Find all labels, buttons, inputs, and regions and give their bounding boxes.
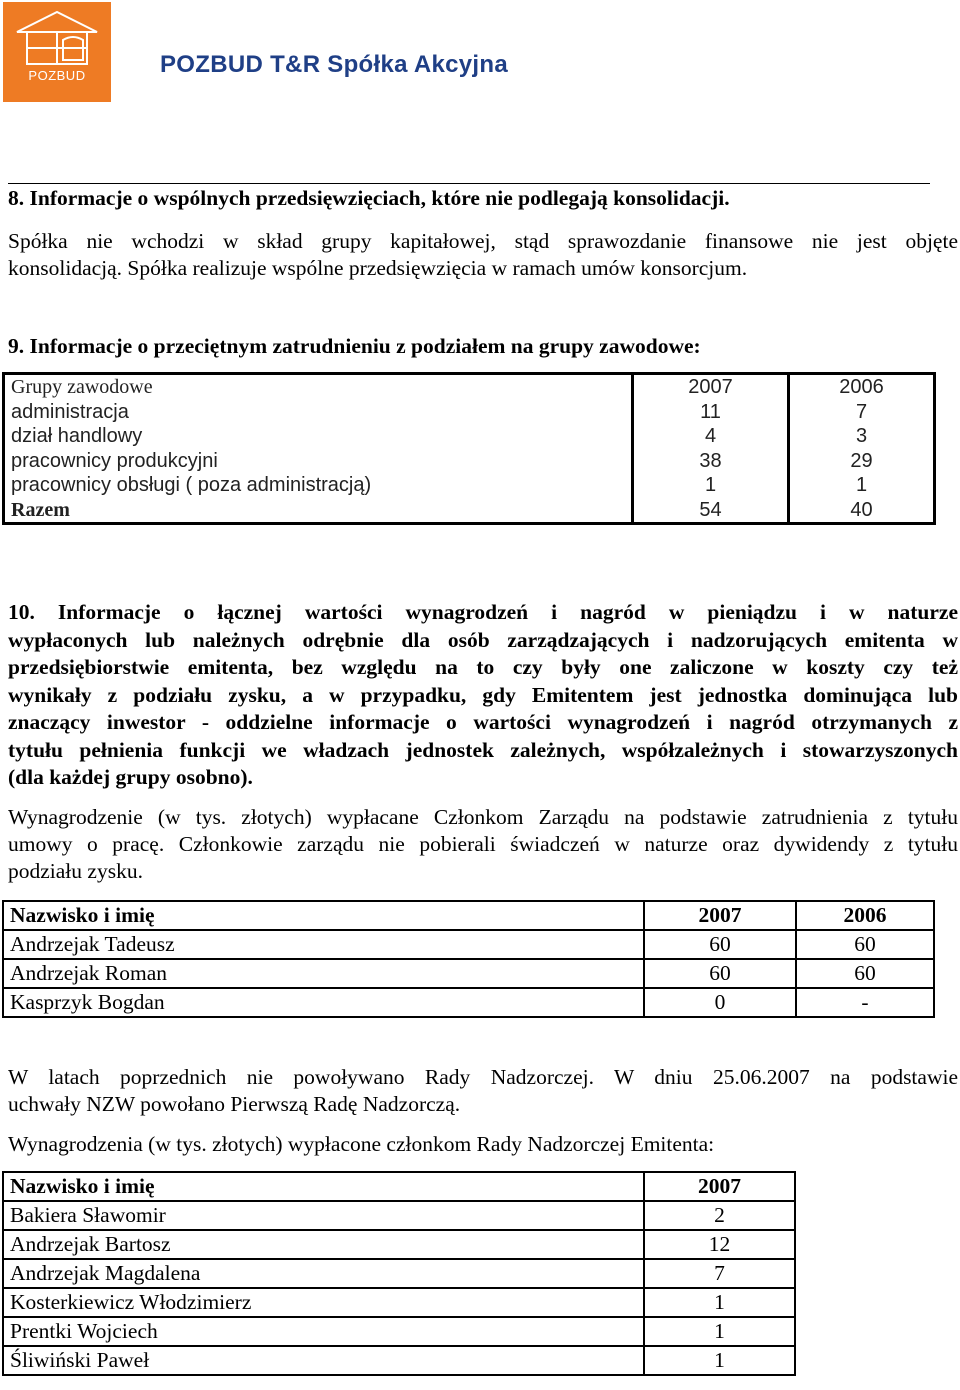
table-row (3, 959, 934, 988)
table-cell: Prentki Wojciech (3, 1317, 644, 1346)
table-header-row (3, 1172, 795, 1201)
section-10-heading (8, 599, 958, 792)
table-cell: 60 (644, 930, 796, 959)
table-cell: Razem (4, 498, 633, 524)
table-cell: pracownicy obsługi ( poza administracją) (4, 473, 633, 498)
table-header-cell: 2007 (633, 374, 789, 400)
company-logo (3, 2, 111, 102)
company-name: POZBUD T&R Spółka Akcyjna (160, 51, 509, 78)
section-10-line: wynikały z podziału zysku, a w przypadku, gdy Emitentem jest jednostka dominująca lub (8, 682, 958, 707)
table-cell: 0 (644, 988, 796, 1017)
table-row (3, 1346, 795, 1375)
table-cell: 29 (789, 449, 935, 474)
table-cell: dział handlowy (4, 424, 633, 449)
table-row (3, 1259, 795, 1288)
table-cell: Andrzejak Tadeusz (3, 930, 644, 959)
table-cell: 1 (644, 1317, 795, 1346)
board-intro-line: umowy o pracę. Członkowie zarządu nie pobierali świadczeń w naturze oraz dywidendy z tytułu (8, 832, 958, 856)
table-cell: Andrzejak Bartosz (3, 1230, 644, 1259)
supervisory-remuneration-table (2, 1171, 796, 1376)
board-intro (8, 804, 958, 885)
table-header-row (3, 901, 934, 930)
section-8-line: konsolidacją. Spółka realizuje wspólne przedsięwzięcia w ramach umów konsorcjum. (8, 256, 748, 280)
table-row (4, 449, 935, 474)
section-8-line: Spółka nie wchodzi w skład grupy kapitałowej, stąd sprawozdanie finansowe nie jest objęte (8, 229, 958, 253)
table-header-cell: 2007 (644, 901, 796, 930)
table-cell: 11 (633, 400, 789, 425)
board-remuneration-table (2, 900, 935, 1018)
section-10-line: przedsiębiorstwie emitenta, bez względu na to czy były one zaliczone w koszty czy też (8, 655, 958, 679)
table-cell: 1 (789, 473, 935, 498)
table-row (3, 1230, 795, 1259)
section-10-line: tytułu pełnienia funkcji we władzach jednostek zależnych, współzależnych i stowarzyszonych (8, 737, 958, 762)
section-8-heading: 8. Informacje o wspólnych przedsięwzięciach, które nie podlegają konsolidacji. (8, 186, 730, 210)
table-cell: 40 (789, 498, 935, 524)
table-header-cell: 2006 (789, 374, 935, 400)
table-cell: 3 (789, 424, 935, 449)
table-header-cell: Nazwisko i imię (3, 1172, 644, 1201)
logo-house-icon (3, 2, 111, 102)
table-cell: 1 (644, 1346, 795, 1375)
table-cell: 60 (644, 959, 796, 988)
section-8-text (8, 228, 958, 282)
table-header-cell: Nazwisko i imię (3, 901, 644, 930)
table-cell: Bakiera Sławomir (3, 1201, 644, 1230)
table-cell: 1 (644, 1288, 795, 1317)
table-cell: Andrzejak Roman (3, 959, 644, 988)
table-row (3, 930, 934, 959)
table-cell: 2 (644, 1201, 795, 1230)
table-cell: Kosterkiewicz Włodzimierz (3, 1288, 644, 1317)
table-cell: 7 (644, 1259, 795, 1288)
logo-text: POZBUD (28, 68, 86, 83)
table-cell: Śliwiński Paweł (3, 1346, 644, 1375)
table-cell: Kasprzyk Bogdan (3, 988, 644, 1017)
section-10-line: (dla każdej grupy osobno). (8, 765, 253, 789)
table-cell: 7 (789, 400, 935, 425)
table-cell: 4 (633, 424, 789, 449)
table-cell: pracownicy produkcyjni (4, 449, 633, 474)
table-row (3, 1317, 795, 1346)
table-total-row (4, 498, 935, 524)
table-cell: Andrzejak Magdalena (3, 1259, 644, 1288)
table-cell: 60 (796, 930, 934, 959)
supervisory-note-line: uchwały NZW powołano Pierwszą Radę Nadzorczą. (8, 1092, 461, 1116)
table-row (4, 424, 935, 449)
table-cell: 38 (633, 449, 789, 474)
table-header-cell: 2006 (796, 901, 934, 930)
supervisory-note-line: W latach poprzednich nie powoływano Rady Nadzorczej. W dniu 25.06.2007 na podstawie (8, 1065, 958, 1089)
table-header-cell: 2007 (644, 1172, 795, 1201)
section-10-line: 10. Informacje o łącznej wartości wynagrodzeń i nagród w pieniądzu i w naturze (8, 600, 958, 624)
board-intro-line: podziału zysku. (8, 859, 143, 883)
header-divider (8, 183, 930, 184)
table-header-cell: Grupy zawodowe (4, 374, 633, 400)
table-cell: administracja (4, 400, 633, 425)
table-cell: 60 (796, 959, 934, 988)
section-10-line: znaczący inwestor - oddzielne informacje o wartości wynagrodzeń i nagród otrzymanych z (8, 710, 958, 734)
table-header-row (4, 374, 935, 400)
section-9-heading: 9. Informacje o przeciętnym zatrudnieniu z podziałem na grupy zawodowe: (8, 334, 701, 358)
employment-table (2, 372, 936, 525)
table-row (4, 400, 935, 425)
table-cell: 12 (644, 1230, 795, 1259)
supervisory-intro (8, 1131, 958, 1158)
table-cell: 1 (633, 473, 789, 498)
board-intro-line: Wynagrodzenie (w tys. złotych) wypłacane Członkom Zarządu na podstawie zatrudnienia z tytułu (8, 805, 958, 829)
table-row (3, 988, 934, 1017)
table-row (3, 1201, 795, 1230)
table-cell: 54 (633, 498, 789, 524)
supervisory-note (8, 1064, 958, 1118)
table-cell: - (796, 988, 934, 1017)
table-row (3, 1288, 795, 1317)
supervisory-intro-line: Wynagrodzenia (w tys. złotych) wypłacone członkom Rady Nadzorczej Emitenta: (8, 1132, 715, 1156)
section-10-line: wypłaconych lub należnych odrębnie dla osób zarządzających i nadzorujących emitenta w (8, 627, 958, 652)
table-row (4, 473, 935, 498)
